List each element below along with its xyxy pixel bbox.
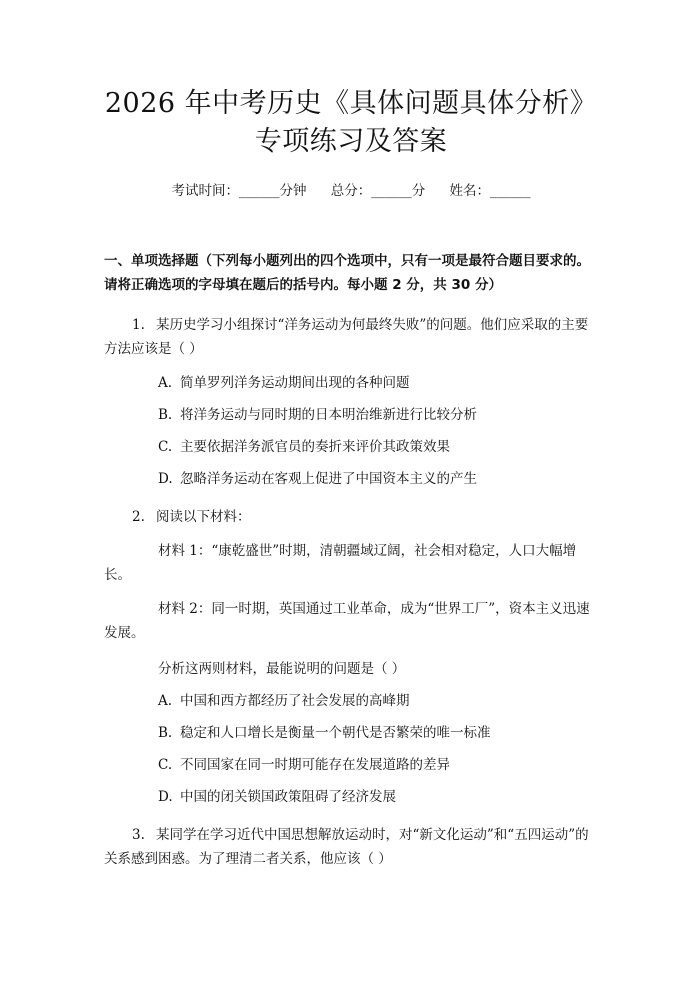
option-2c: [104, 755, 598, 775]
question-stem: 某历史学习小组探讨“洋务运动为何最终失败”的问题。他们应采取的主要方法应该是（ ）: [104, 317, 589, 357]
option-letter: A.: [158, 375, 173, 391]
question-number: 1.: [132, 317, 145, 333]
option-text: 稳定和人口增长是衡量一个朝代是否繁荣的唯一标准: [180, 725, 491, 741]
option-letter: B.: [158, 725, 173, 741]
section-heading: 一、单项选择题（下列每小题列出的四个选项中，只有一项是最符合题目要求的。请将正确选项的字母填在题后的括号内。每小题 2 分，共 30 分）: [104, 253, 590, 293]
question-3: [104, 823, 598, 871]
material-1: 材料 1：“康乾盛世”时期，清朝疆域辽阔，社会相对稳定，人口大幅增长。: [104, 543, 577, 583]
document-page: [0, 85, 700, 990]
option-text: 不同国家在同一时期可能存在发展道路的差异: [180, 757, 450, 773]
question-prompt: 分析这两则材料，最能说明的问题是（ ）: [158, 661, 406, 677]
option-letter: C.: [158, 757, 173, 773]
exam-score: 总分：______分: [330, 183, 426, 199]
option-1a: [104, 373, 598, 393]
student-name: 姓名：______: [449, 183, 531, 199]
exam-meta: [104, 181, 598, 201]
option-1b: [104, 405, 598, 425]
option-text: 忽略洋务运动在客观上促进了中国资本主义的产生: [180, 471, 477, 487]
option-1c: [104, 437, 598, 457]
option-2a: [104, 691, 598, 711]
option-letter: D.: [158, 789, 173, 805]
option-letter: D.: [158, 471, 173, 487]
option-letter: B.: [158, 407, 173, 423]
question-stem: 阅读以下材料：: [156, 509, 251, 525]
question-stem: 某同学在学习近代中国思想解放运动时，对“新文化运动”和“五四运动”的关系感到困惑。为了理清二者关系，他应该（ ）: [104, 827, 589, 867]
question-number: 2.: [132, 509, 145, 525]
material-2: 材料 2：同一时期，英国通过工业革命，成为“世界工厂”，资本主义迅速发展。: [104, 601, 590, 641]
exam-time: 考试时间：______分钟: [171, 183, 307, 199]
option-text: 简单罗列洋务运动期间出现的各种问题: [180, 375, 410, 391]
question-number: 3.: [132, 827, 145, 843]
option-text: 将洋务运动与同时期的日本明治维新进行比较分析: [180, 407, 477, 423]
option-1d: [104, 469, 598, 489]
option-2b: [104, 723, 598, 743]
question-1: [104, 313, 598, 361]
option-letter: A.: [158, 693, 173, 709]
question-2: [104, 505, 598, 529]
option-2d: [104, 787, 598, 807]
page-title: 2026 年中考历史《具体问题具体分析》专项练习及答案: [104, 88, 598, 157]
option-text: 中国的闭关锁国政策阻碍了经济发展: [180, 789, 396, 805]
option-text: 中国和西方都经历了社会发展的高峰期: [180, 693, 410, 709]
option-text: 主要依据洋务派官员的奏折来评价其政策效果: [180, 439, 450, 455]
option-letter: C.: [158, 439, 173, 455]
